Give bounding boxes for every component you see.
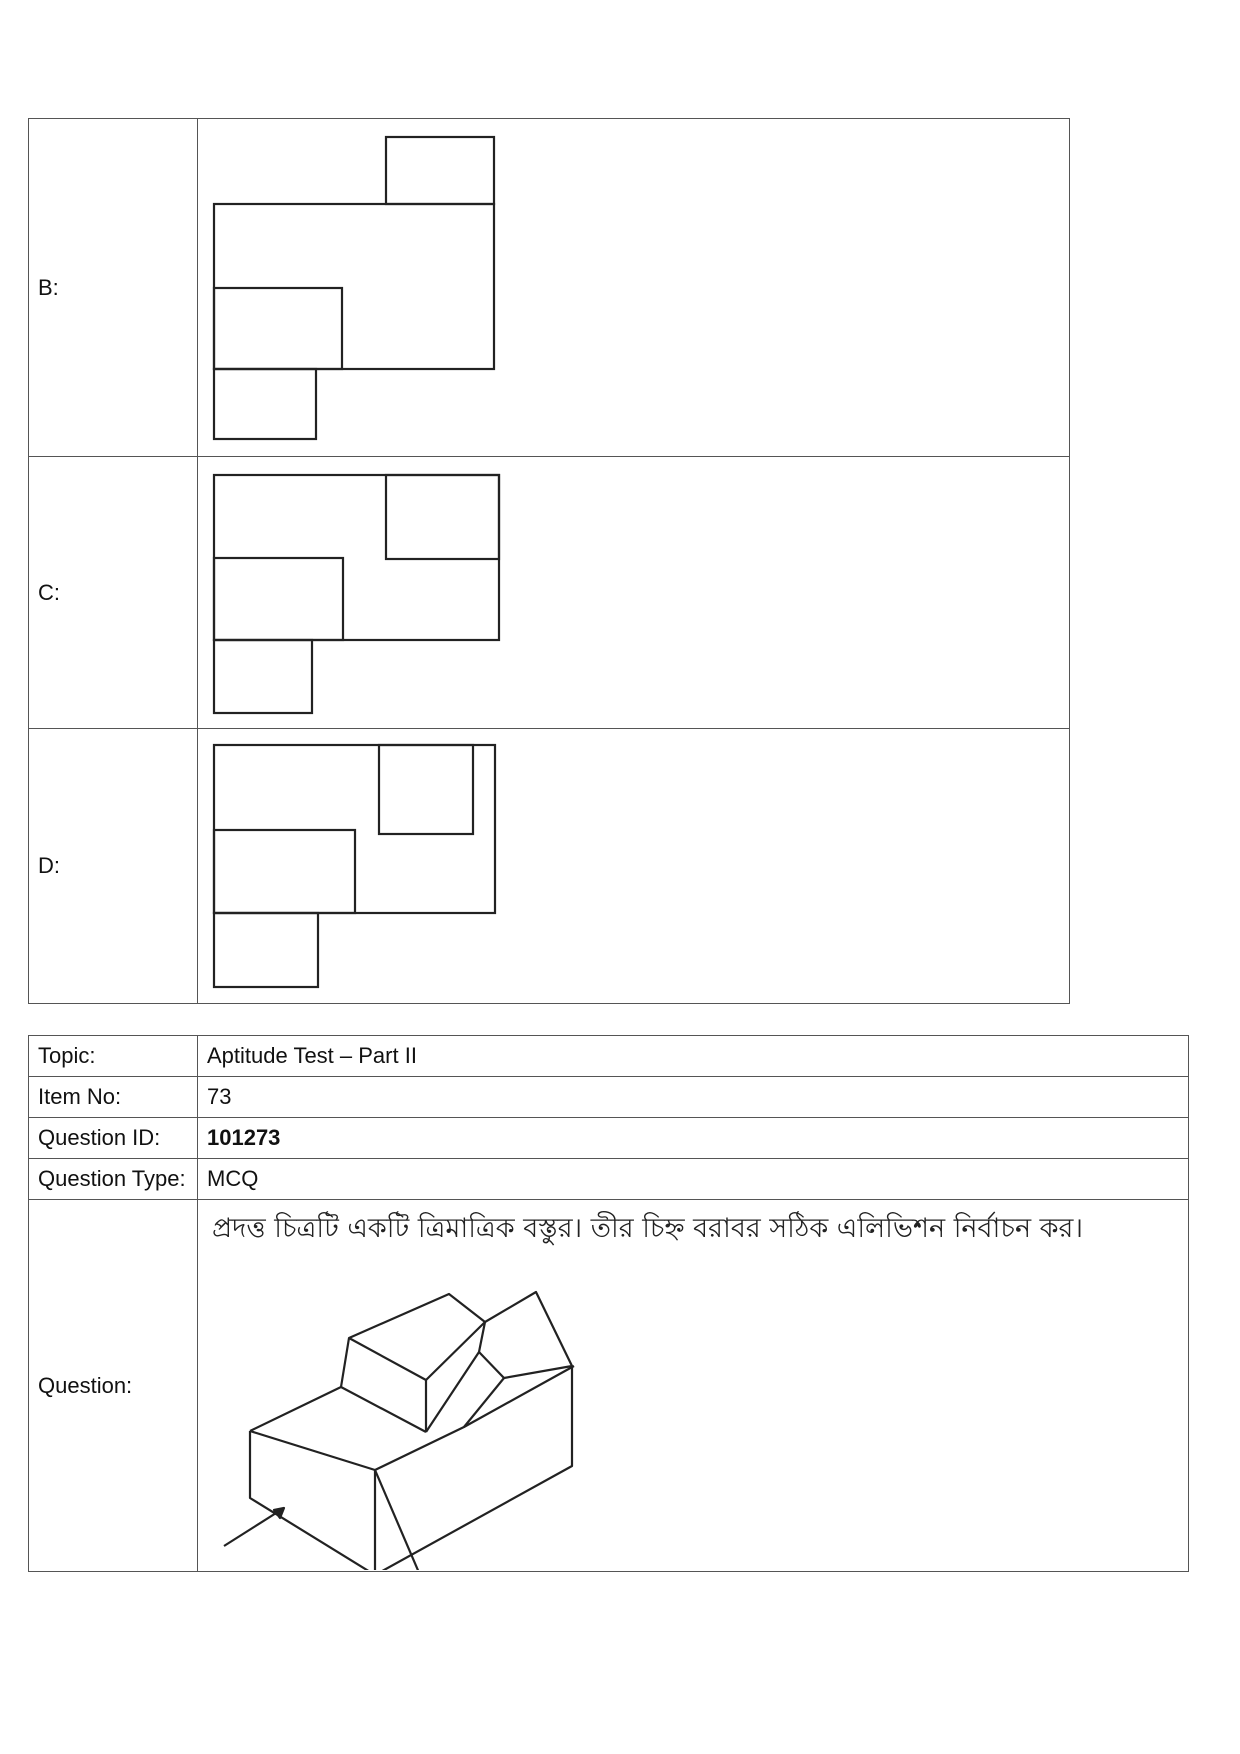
option-figure-c bbox=[198, 457, 1070, 729]
option-figure-d bbox=[198, 729, 1070, 1004]
fig-c-mid-block bbox=[214, 558, 343, 640]
elevation-figure-d bbox=[198, 730, 1070, 1003]
fig-c-bottom-block bbox=[214, 640, 312, 713]
arrow-head-icon bbox=[274, 1508, 284, 1518]
question-id-row bbox=[29, 1118, 1189, 1159]
topic-label: Topic: bbox=[29, 1036, 198, 1077]
options-table bbox=[28, 118, 1070, 1004]
fig-b-mid-block bbox=[214, 288, 342, 369]
fig-b-bottom-block bbox=[214, 369, 316, 439]
option-label-b: B: bbox=[29, 119, 198, 457]
iso-base-front bbox=[250, 1431, 375, 1570]
option-row-d bbox=[29, 729, 1070, 1004]
fig-d-bottom-block bbox=[214, 913, 318, 987]
iso-slanted-block-edge bbox=[464, 1378, 504, 1427]
fig-d-mid-block bbox=[214, 830, 355, 913]
iso-step-front bbox=[349, 1338, 426, 1432]
option-figure-b bbox=[198, 119, 1070, 457]
option-row-c bbox=[29, 457, 1070, 729]
option-label-d: D: bbox=[29, 729, 198, 1004]
topic-value: Aptitude Test – Part II bbox=[198, 1036, 1189, 1077]
question-text: প্রদত্ত চিত্রটি একটি ত্রিমাত্রিক বস্তুর। তীর চিহ্ন বরাবর সঠিক এলিভিশন নির্বাচন কর। bbox=[212, 1213, 1084, 1244]
question-id-label: Question ID: bbox=[29, 1118, 198, 1159]
item-value: 73 bbox=[198, 1077, 1189, 1118]
fig-d-top-inner-block bbox=[379, 745, 473, 834]
question-row bbox=[29, 1200, 1189, 1572]
question-id-value: 101273 bbox=[198, 1118, 1189, 1159]
question-label: Question: bbox=[29, 1200, 198, 1572]
elevation-figure-b bbox=[198, 120, 1070, 456]
iso-ramp-bottom bbox=[375, 1366, 574, 1470]
iso-base-top-back bbox=[250, 1387, 426, 1432]
elevation-figure-c bbox=[198, 458, 1070, 728]
question-type-value: MCQ bbox=[198, 1159, 1189, 1200]
item-row bbox=[29, 1077, 1189, 1118]
question-table bbox=[28, 1035, 1189, 1572]
item-label: Item No: bbox=[29, 1077, 198, 1118]
view-direction-arrow-icon bbox=[224, 1508, 284, 1546]
question-type-label: Question Type: bbox=[29, 1159, 198, 1200]
isometric-object-figure bbox=[198, 1200, 1188, 1570]
fig-c-top-right-block bbox=[386, 475, 499, 559]
iso-step-slope bbox=[426, 1322, 485, 1432]
option-row-b bbox=[29, 119, 1070, 457]
iso-slanted-block bbox=[479, 1292, 572, 1378]
option-label-c: C: bbox=[29, 457, 198, 729]
question-content bbox=[198, 1200, 1189, 1572]
topic-row bbox=[29, 1036, 1189, 1077]
fig-b-main-block bbox=[214, 204, 494, 369]
question-type-row bbox=[29, 1159, 1189, 1200]
fig-b-top-block bbox=[386, 137, 494, 204]
